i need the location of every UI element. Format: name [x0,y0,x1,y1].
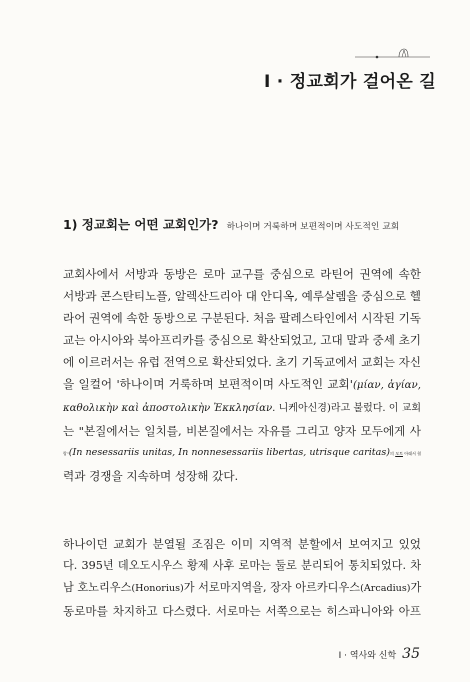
body-line: 교는 아시아와 북아프리카를 중심으로 확산되었고, 고대 말과 중세 초기 [63,333,421,348]
body-line: 교회사에서 서방과 동방은 로마 교구를 중심으로 라틴어 권역에 속한 [63,267,421,281]
section-heading [63,214,418,233]
body-line: 에 이르러서는 유럽 전역으로 확산되었다. 초기 기독교에서 교회는 자신 [63,355,421,370]
greek-text: (μίαν, ἁγίαν, [352,380,421,392]
page-footer [300,646,420,662]
body-line [63,373,421,397]
body-text: 랑" [63,450,69,456]
greek-text: καθολικὴν καὶ ἀποστολικὴν Ἐκκλησίαν. [63,402,276,414]
page-number: 35 [402,646,420,662]
body-text: 니케아신경)라고 불렀다. 이 교회 [275,402,422,414]
latin-text: (Honorius) [131,583,184,595]
section-subtitle: 하나이며 거룩하며 보편적이며 사도적인 교회 [226,222,400,232]
body-line: 는 "본질에서는 일치를, 비본질에서는 자유를 그리고 양자 모두에게 사 [63,423,421,438]
underlined-text: 모토 [395,450,403,456]
paragraph-2 [63,533,421,622]
body-line: 서방과 콘스탄티노플, 알렉산드리아 대 안디옥, 예루살렘을 중심으로 헬 [63,289,421,304]
body-line [63,398,421,420]
body-line [63,577,421,600]
body-text: 남 호노리우스 [63,581,132,595]
body-text: 아래서 협 [402,450,421,456]
body-line: 라어 권역에 속한 동방으로 구분된다. 처음 팔레스타인에서 시작된 기독 [63,311,421,326]
latin-text: (Arcadius) [360,583,411,595]
paragraph-1 [63,263,421,487]
running-head: I · 역사와 신학 [338,651,397,661]
chapter-title: I · 정교회가 걸어온 길 [263,72,436,92]
chapter-ornament [355,46,430,62]
section-title: 1) 정교회는 어떤 교회인가? [63,217,219,232]
body-text: 의 [390,450,396,456]
body-text: 을 일컬어 '하나이며 거룩하며 보편적이며 사도적인 교회' [63,377,353,392]
body-line: 다. 395년 데오도시우스 황제 사후 로마는 둘로 분리되어 통치되었다. 차 [63,559,421,573]
body-line: 하나이던 교회가 분열될 조짐은 이미 지역적 분할에서 보여지고 있었 [63,537,421,551]
body-line [63,442,421,465]
body-line: 력과 경쟁을 지속하며 성장해 갔다. [63,468,239,483]
body-text: 가 [410,581,422,595]
latin-text: (In nesessariis unitas, In nonnesessariis libertas, utrisque caritas) [68,446,391,458]
body-text: 가 서로마지역을, 장자 아르카디우스 [183,581,361,595]
body-line: 동로마를 차지하고 다스렸다. 서로마는 서쪽으로는 히스파니아와 아프 [63,604,421,619]
